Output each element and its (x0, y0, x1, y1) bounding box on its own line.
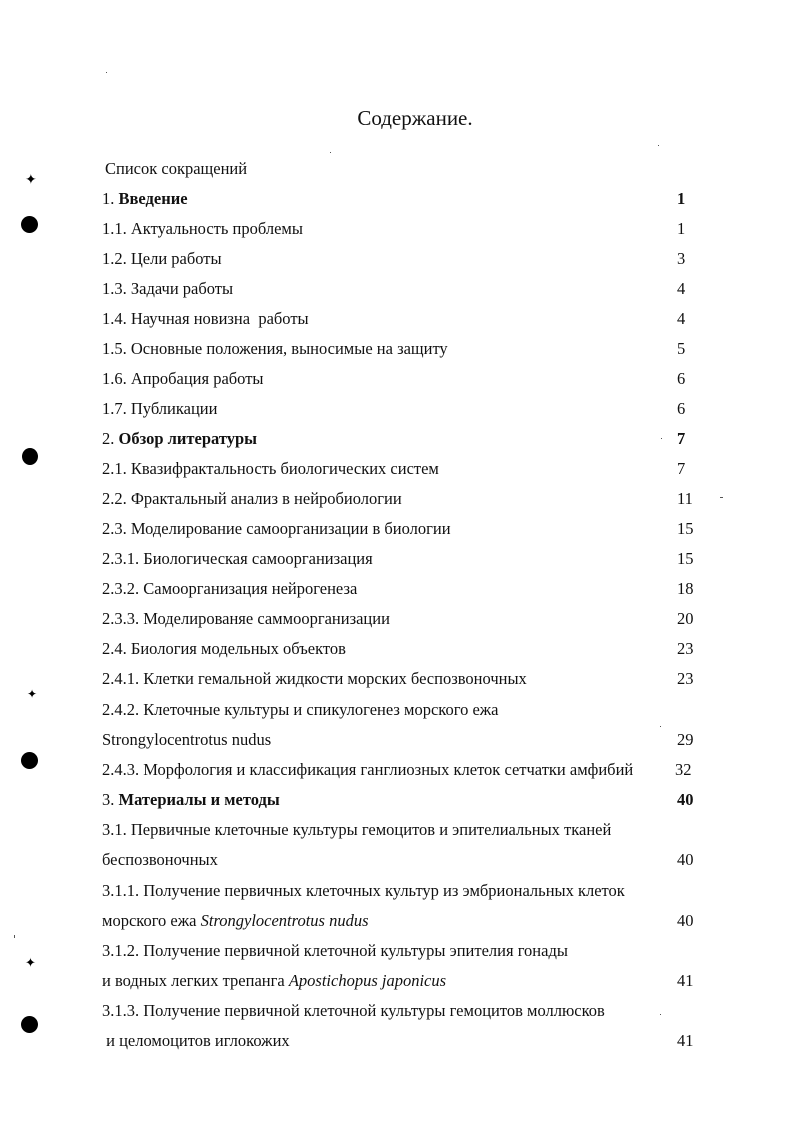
toc-entry-text: морского ежа (102, 911, 201, 930)
toc-entry-text: и целомоцитов иглокожих (102, 1031, 290, 1050)
toc-entry (102, 819, 702, 841)
toc-entry-text: 1.2. Цели работы (102, 249, 222, 268)
toc-entry (102, 548, 702, 570)
toc-entry-page: 23 (677, 669, 694, 688)
toc-entry (102, 458, 702, 480)
toc-entry (102, 398, 702, 420)
toc-entry-page: 32 (675, 760, 692, 779)
toc-entry-page: 15 (677, 519, 694, 538)
toc-entry-text: 2.3.3. Моделированяе саммоорганизации (102, 609, 390, 628)
toc-entry-text: 1.7. Публикации (102, 399, 218, 418)
scan-speck (660, 1014, 661, 1015)
toc-entry-page: 40 (677, 790, 694, 809)
toc-entry (102, 248, 702, 270)
toc-entry-page: 5 (677, 339, 686, 358)
page-title: Содержание. (357, 106, 473, 130)
toc-entry-text: Обзор литературы (118, 429, 258, 448)
toc-entry (102, 428, 702, 450)
toc-entry (102, 699, 702, 721)
toc-entry-text: 2.2. Фрактальный анализ в нейробиологии (102, 489, 402, 508)
scan-mark-icon: ✦ (25, 173, 37, 188)
toc-entry-text: 2.1. Квазифрактальность биологических систем (102, 459, 439, 478)
toc-entry (102, 759, 702, 781)
scan-speck (720, 497, 723, 498)
toc-entry-page: 7 (677, 459, 686, 478)
toc-entry (102, 638, 702, 660)
toc-entry (102, 608, 702, 630)
toc-entry-text: 3.1. Первичные клеточные культуры гемоцитов и эпителиальных тканей (102, 820, 612, 839)
toc-entry-text: 1.6. Апробация работы (102, 369, 264, 388)
toc-entry-page: 4 (677, 279, 686, 298)
binder-hole-icon (22, 448, 38, 465)
toc-entry-text: 2.4.1. Клетки гемальной жидкости морских беспозвоночных (102, 669, 527, 688)
binder-hole-icon (21, 216, 38, 233)
toc-entry-text: беспозвоночных (102, 850, 218, 869)
toc-entry-text: 3.1.1. Получение первичных клеточных культур из эмбриональных клеток (102, 881, 625, 900)
toc-entry-page: 3 (677, 249, 686, 268)
toc-entry-species: Apostichopus japonicus (288, 971, 447, 990)
toc-entry-text: 2.4. Биология модельных объектов (102, 639, 346, 658)
toc-entry (102, 729, 702, 751)
toc-entry-page: 1 (677, 219, 686, 238)
toc-entry (102, 940, 702, 962)
toc-entry-text: 1.1. Актуальность проблемы (102, 219, 303, 238)
toc-entry-text: Материалы и методы (118, 790, 280, 809)
toc-entry-text: Список сокращений (105, 159, 248, 178)
toc-entry-text: 2.4.3. Морфология и классификация ганглиозных клеток сетчатки амфибий (102, 760, 634, 779)
toc-entry (102, 1000, 702, 1022)
scan-mark-icon: ✦ (27, 687, 38, 701)
toc-entry (102, 188, 702, 210)
scan-speck (106, 72, 107, 73)
toc-entry (102, 278, 702, 300)
toc-entry (102, 308, 702, 330)
toc-entry-page: 23 (677, 639, 694, 658)
scan-speck (660, 726, 661, 727)
toc-entry-text: 1.4. Научная новизна работы (102, 309, 309, 328)
scan-speck (661, 438, 662, 439)
toc-entry-page: 41 (677, 1031, 694, 1050)
toc-entry-page: 18 (677, 579, 694, 598)
toc-entry-page: 6 (677, 399, 686, 418)
toc-entry-page: 4 (677, 309, 686, 328)
toc-entry-species: Strongylocentrotus nudus (200, 911, 369, 930)
toc-entry-page: 11 (677, 489, 693, 508)
toc-entry-text: 3.1.2. Получение первичной клеточной культуры эпителия гонады (102, 941, 568, 960)
toc-entry-page: 40 (677, 850, 694, 869)
toc-entry-page: 20 (677, 609, 694, 628)
toc-entry (102, 668, 702, 690)
toc-entry-text: 2.3. Моделирование самоорганизации в биологии (102, 519, 451, 538)
toc-entry (102, 789, 702, 811)
toc-entry-page: 40 (677, 911, 694, 930)
toc-entry-text: Введение (118, 189, 188, 208)
toc-entry (102, 488, 702, 510)
toc-entry-page: 1 (677, 189, 686, 208)
toc-entry-text: 1.5. Основные положения, выносимые на защиту (102, 339, 448, 358)
toc-entry (102, 218, 702, 240)
toc-entry (102, 880, 702, 902)
toc-entry-page: 29 (677, 730, 694, 749)
toc-entry-page: 41 (677, 971, 694, 990)
toc-entry-text: 1.3. Задачи работы (102, 279, 234, 298)
toc-entry-text: Strongylocentrotus nudus (102, 730, 272, 749)
toc-entry (102, 910, 702, 932)
toc-entry (102, 368, 702, 390)
toc-entry (102, 970, 702, 992)
toc-entry (102, 518, 702, 540)
toc-entry (102, 1030, 702, 1052)
toc-entry-text: 2.4.2. Клеточные культуры и спикулогенез морского ежа (102, 700, 499, 719)
toc-entry-number: 2. (102, 429, 119, 448)
toc-entry (102, 849, 702, 871)
toc-entry (102, 338, 702, 360)
binder-hole-icon (21, 752, 38, 769)
toc-entry-page: 7 (677, 429, 686, 448)
scan-speck (14, 935, 15, 938)
binder-hole-icon (21, 1016, 38, 1033)
toc-entry-text: 2.3.1. Биологическая самоорганизация (102, 549, 373, 568)
toc-entry-number: 1. (102, 189, 119, 208)
toc-entry (102, 578, 702, 600)
scan-mark-icon: ✦ (25, 955, 36, 970)
toc-entry-number: 3. (102, 790, 119, 809)
toc-entry-text: 3.1.3. Получение первичной клеточной культуры гемоцитов моллюсков (102, 1001, 605, 1020)
toc-entry-page: 15 (677, 549, 694, 568)
toc-entry-text: 2.3.2. Самоорганизация нейрогенеза (102, 579, 358, 598)
scan-speck (330, 152, 331, 153)
toc-entry-text: и водных легких трепанга (102, 971, 289, 990)
toc-entry-page: 6 (677, 369, 686, 388)
toc-entry (105, 158, 705, 180)
scan-speck (658, 145, 659, 146)
